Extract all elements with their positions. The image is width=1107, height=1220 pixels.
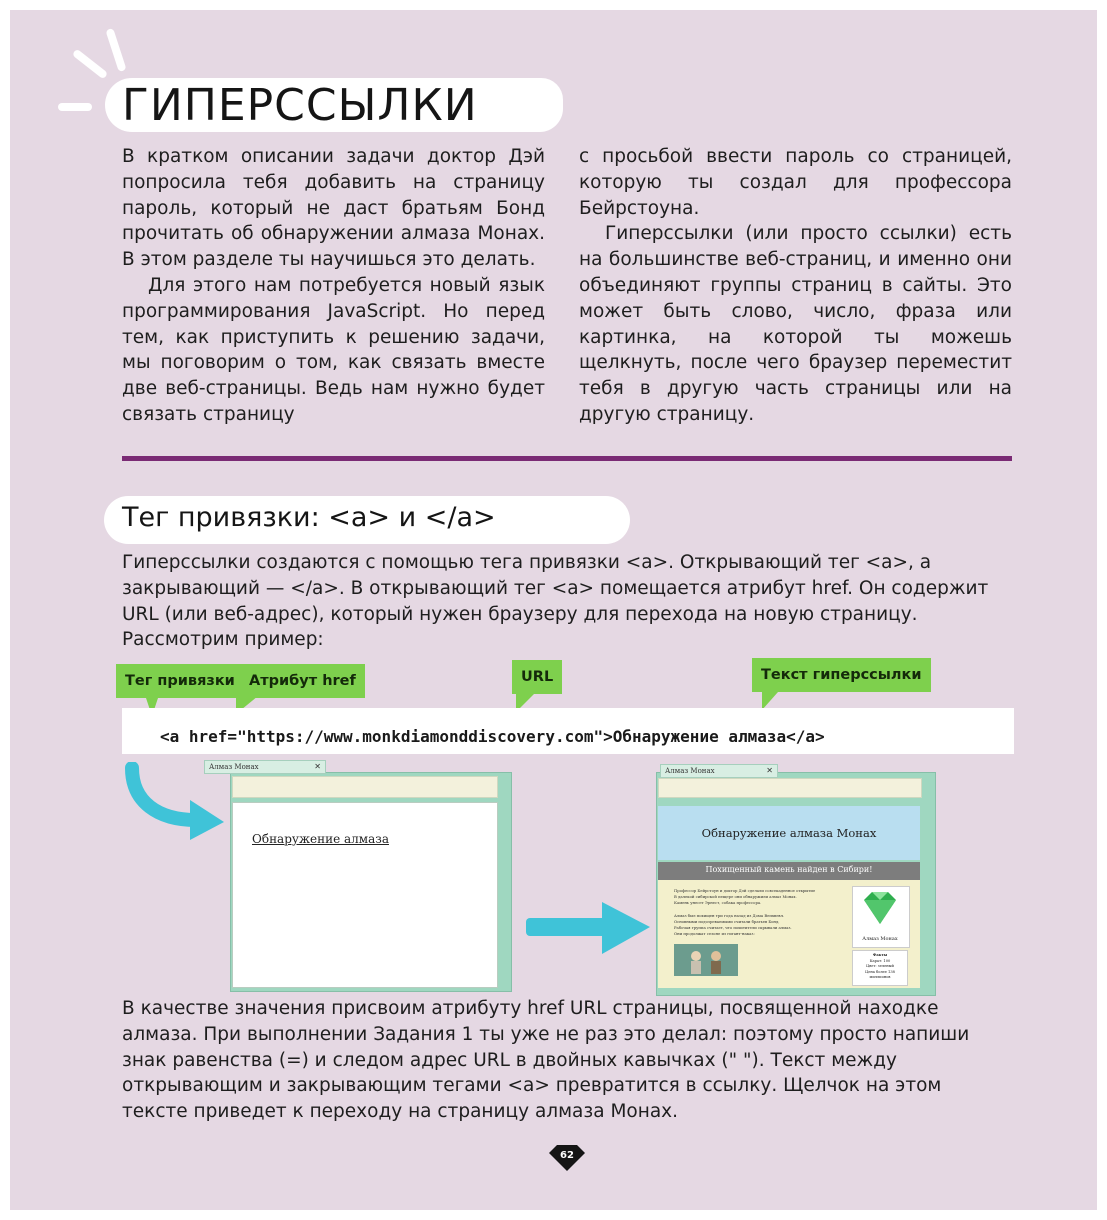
destination-heading: Обнаружение алмаза Монах [701, 826, 877, 840]
destination-body-line: Алмаз был похищен три года назад из Дома Вепхвевл. [674, 912, 785, 918]
facts-line: Карат: 100 [869, 958, 891, 963]
browser-address-bar-left [232, 776, 498, 798]
callout-anchor-tag [116, 664, 244, 698]
callout-url-label: URL [521, 669, 554, 685]
browser-address-bar-right [658, 778, 922, 798]
closing-paragraph: В качестве значения присвоим атрибуту href URL страницы, посвященной находке алмаза. При выполнении Задания 1 ты уже не раз это делал: поэтому просто напиши знак равенства (=) и следом адрес URL в двойных кавычках (" "). Текст между открывающим и закрывающим тегами <a> превратится в ссылку. Щелчок на этом тексте приведет к переходу на страницу алмаза Монах. [122, 998, 970, 1123]
destination-body-line: Профессор Бейрстоун и доктор Дэй сделали совсекаденное открытие [674, 888, 816, 893]
destination-body-line: Основными подозреваемыми считали братьев Бонд. [674, 918, 780, 924]
callout-anchor-tag-label: Тег привязки [125, 673, 235, 689]
intro-right-paragraph-2: Гиперссылки (или просто ссылки) есть на большинстве веб-страниц, и именно они объединяют группы страниц в сайты. Это может быть слово, число, фраза или картинка, на которой ты можешь щелкнуть, после чего браузер переместит тебя в другую часть страницы или на другую страницу. [579, 223, 1012, 425]
browser-viewport-left [232, 802, 498, 988]
browser-tab-left [204, 760, 326, 774]
people-illustration-icon [674, 944, 738, 976]
section-paragraph: Гиперссылки создаются с помощью тега привязки <a>. Открывающий тег <a>, а закрывающий — </a>. В открывающий тег <a> помещается атрибут href. Он содержит URL (или веб-адрес), который нужен браузеру для перехода на новую страницу. Рассмотрим пример: [122, 552, 989, 651]
intro-column-right [579, 144, 1012, 428]
facts-line: миллионов [869, 975, 891, 979]
close-icon[interactable]: ✕ [314, 762, 321, 771]
browser-tab-right [660, 764, 778, 778]
close-icon[interactable]: ✕ [766, 766, 773, 775]
intro-column-left [122, 144, 545, 428]
destination-banner-text: Похищенный камень найден в Сибири! [705, 865, 873, 874]
curved-arrow-icon [118, 762, 228, 842]
right-arrow-icon [524, 898, 654, 958]
intro-left-paragraph-2: Для этого нам потребуется новый язык программирования JavaScript. Но перед тем, как приступить к решению задачи, мы поговорим о том, как связать вместе две веб-страницы. Ведь нам нужно будет связать страницу [122, 274, 545, 425]
gem-icon [858, 890, 902, 926]
callout-link-text [752, 658, 931, 692]
section-subtitle: Тег привязки: <a> и </a> [122, 502, 496, 533]
intro-left-paragraph-1: В кратком описании задачи доктор Дэй попросила тебя добавить на страницу пароль, который не даст братьям Бонд прочитать об обнаружении алмаза Монах. В этом разделе ты научишься это делать. [122, 146, 545, 271]
facts-line: Цвет: зеленый [866, 964, 894, 968]
page-title: ГИПЕРССЫЛКИ [122, 80, 478, 131]
destination-body [674, 888, 846, 937]
destination-body-line: В далекой сибирской пещере они обнаружили алмаз Монах. [674, 894, 797, 900]
browser-tab-left-label: Алмаз Монах [209, 763, 259, 771]
callout-link-text-label: Текст гиперссылки [761, 667, 922, 683]
gem-caption: Алмаз Монах [862, 936, 898, 942]
callout-href-attribute [240, 664, 365, 698]
diamond-discovery-link[interactable]: Обнаружение алмаза [252, 832, 389, 846]
destination-body-line: Камень унесет Эрнест, собака профессора. [674, 900, 762, 906]
page-number: 62 [560, 1150, 574, 1161]
browser-tab-right-label: Алмаз Монах [665, 767, 715, 775]
facts-line: Факты [872, 953, 888, 957]
title-ray-3 [58, 103, 92, 111]
facts-line: Цена более 138 [865, 969, 895, 974]
code-example: <a href="https://www.monkdiamonddiscovery.com">Обнаружение алмаза</a> [160, 727, 825, 746]
destination-body-line: Рабочая группа считает, что похитители скрывали алмаз. [674, 925, 792, 931]
intro-right-paragraph-1: с просьбой ввести пароль со страницей, которую ты создал для профессора Бейрстоуна. [579, 146, 1012, 219]
callout-url [512, 660, 562, 694]
facts-card [852, 950, 908, 986]
destination-body-line: Они продолжат сезоне из гигант-наказ: [674, 931, 755, 937]
callout-href-attribute-label: Атрибут href [249, 673, 356, 689]
section-divider [122, 456, 1012, 461]
